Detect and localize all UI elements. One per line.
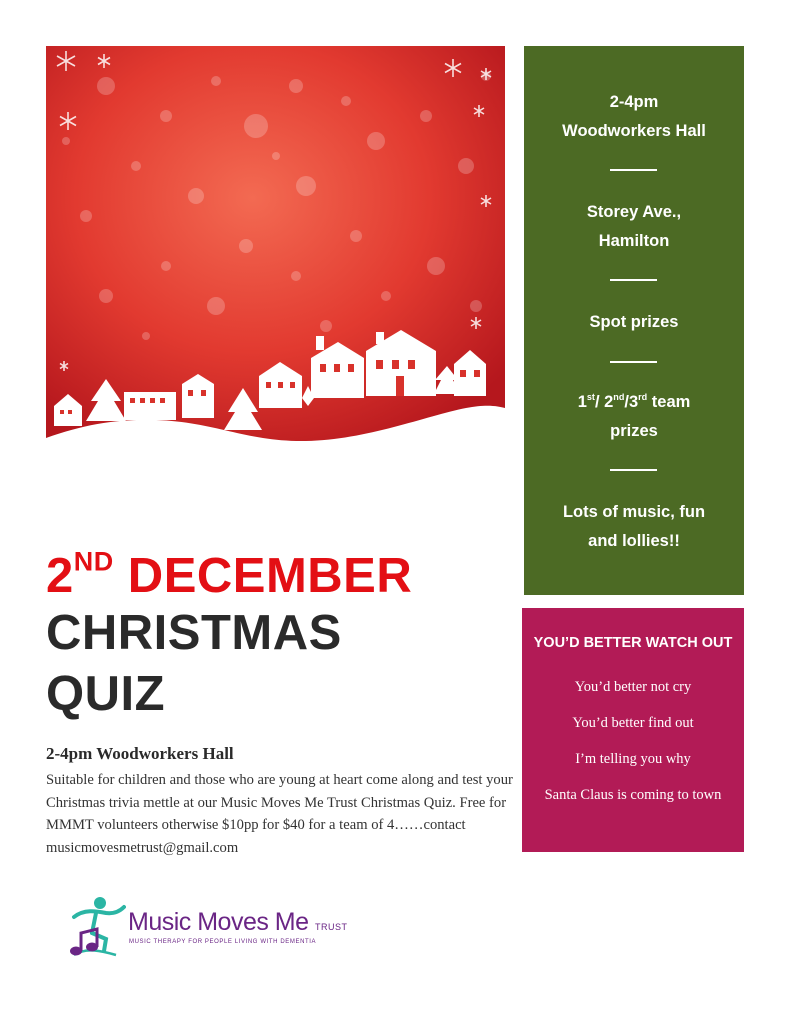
spot-prizes: Spot prizes [589, 313, 679, 331]
christmas-village-illustration [46, 46, 505, 446]
date-month: DECEMBER [113, 549, 413, 603]
prize-2: / 2 [594, 393, 614, 411]
date-suffix: ND [73, 546, 114, 577]
prizes-word: prizes [610, 422, 658, 440]
music-moves-me-logo [66, 893, 366, 965]
ordinal-nd: nd [613, 391, 625, 402]
logo-tagline: MUSIC THERAPY FOR PEOPLE LIVING WITH DEMENTIA [129, 939, 317, 945]
details-body: Suitable for children and those who are young at heart come along and test your Christmas trivia mettle at our Music Moves Me Trust Christmas Quiz. Free for MMMT volunteers otherwise $10pp for $40 for a team of 4……contact musicmovesmetrust@gmail.com [46, 772, 513, 856]
lyrics-line: You’d better find out [572, 715, 694, 731]
lyrics-line: Santa Claus is coming to town [544, 787, 722, 803]
team-prizes-line [524, 388, 744, 417]
logo-wordmark [128, 908, 348, 937]
event-street: Storey Ave., [586, 203, 682, 221]
prize-3: /3 [624, 393, 639, 411]
divider [610, 469, 657, 471]
date-day: 2 [46, 549, 74, 603]
song-lyrics-panel [522, 608, 744, 852]
logo-name-text: Music Moves Me [128, 908, 309, 936]
divider [610, 279, 657, 281]
title-quiz: QUIZ [46, 667, 166, 721]
lyrics-title: YOU’D BETTER WATCH OUT [533, 635, 733, 651]
event-hall: Woodworkers Hall [562, 122, 706, 140]
prize-1: 1 [577, 393, 587, 411]
time-venue-block [524, 88, 744, 146]
event-details-panel [524, 46, 744, 595]
fun-line-1: Lots of music, fun [562, 503, 706, 521]
event-time: 2-4pm [609, 93, 659, 111]
details-subheading: 2-4pm Woodworkers Hall [46, 744, 234, 763]
team-prizes-block [524, 388, 744, 446]
event-city: Hamilton [598, 232, 670, 250]
divider [610, 361, 657, 363]
ordinal-rd: rd [638, 391, 648, 402]
lyrics-line: I’m telling you why [575, 751, 691, 767]
divider [610, 169, 657, 171]
fun-block [524, 498, 744, 556]
lyrics-line: You’d better not cry [574, 679, 692, 695]
address-block [524, 198, 744, 256]
dancer-note-icon [66, 893, 126, 965]
team-word: team [647, 393, 691, 411]
title-christmas: CHRISTMAS [46, 606, 342, 660]
logo-trust-text: TRUST [315, 922, 348, 932]
event-date-heading [46, 548, 412, 604]
ordinal-st: st [586, 391, 595, 402]
fun-line-2: and lollies!! [588, 532, 680, 550]
